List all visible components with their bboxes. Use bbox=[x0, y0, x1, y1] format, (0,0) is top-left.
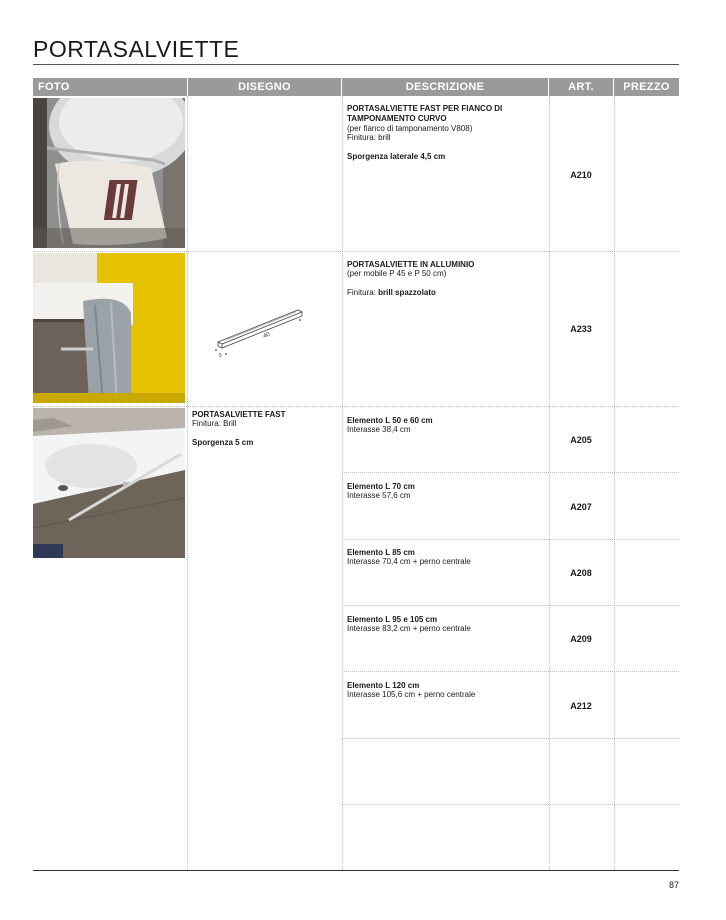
element-info: Interasse 70,4 cm + perno centrale bbox=[347, 557, 471, 566]
element-info: Interasse 38,4 cm bbox=[347, 425, 411, 434]
element-art-code: A208 bbox=[570, 568, 592, 578]
element-info: Interasse 83,2 cm + perno centrale bbox=[347, 624, 471, 633]
header-art: ART. bbox=[549, 78, 613, 96]
element-info: Interasse 105,6 cm + perno centrale bbox=[347, 690, 476, 699]
row1-desc-line1: (per fianco di tamponamento V808) bbox=[347, 124, 473, 133]
element-title: Elemento L 95 e 105 cm bbox=[347, 615, 438, 624]
row2-desc-title: PORTASALVIETTE IN ALLUMINIO bbox=[347, 260, 475, 269]
bottom-rule bbox=[33, 870, 679, 871]
header-descrizione: DESCRIZIONE bbox=[342, 78, 548, 96]
drawing-dim-depth: 5 bbox=[219, 353, 222, 359]
column-divider bbox=[614, 96, 615, 870]
product-photo-a210 bbox=[33, 98, 185, 248]
row2-finish-label: Finitura: bbox=[347, 288, 379, 297]
row1-art-code: A210 bbox=[570, 170, 592, 180]
page-title: PORTASALVIETTE bbox=[33, 36, 240, 62]
title-rule bbox=[33, 64, 679, 65]
row-divider bbox=[342, 671, 679, 672]
row1-desc-title: PORTASALVIETTE FAST PER FIANCO DI TAMPONAMENTO CURVO bbox=[347, 104, 503, 123]
element-title: Elemento L 120 cm bbox=[347, 681, 420, 690]
element-title: Elemento L 50 e 60 cm bbox=[347, 416, 433, 425]
header-prezzo: PREZZO bbox=[614, 78, 679, 96]
towel-bar-drawing bbox=[200, 290, 330, 370]
header-foto: FOTO bbox=[33, 78, 187, 96]
element-art-code: A205 bbox=[570, 435, 592, 445]
row3-dis-title: PORTASALVIETTE FAST bbox=[192, 410, 286, 419]
row-divider bbox=[342, 539, 679, 540]
column-divider bbox=[187, 96, 188, 870]
product-photo-fast bbox=[33, 408, 185, 558]
column-divider bbox=[342, 96, 343, 870]
element-art-code: A212 bbox=[570, 701, 592, 711]
row2-desc-line1: (per mobile P 45 e P 50 cm) bbox=[347, 269, 447, 278]
element-title: Elemento L 70 cm bbox=[347, 482, 415, 491]
product-photo-a233 bbox=[33, 253, 185, 403]
header-disegno: DISEGNO bbox=[188, 78, 341, 96]
drawing-dim-length: 40 bbox=[262, 331, 271, 340]
row2-finish-value: brill spazzolato bbox=[378, 288, 436, 297]
row-divider bbox=[342, 738, 679, 739]
row2-art-code: A233 bbox=[570, 324, 592, 334]
row-divider bbox=[342, 804, 679, 805]
row-divider bbox=[342, 605, 679, 606]
row3-dis-line1: Finitura: Brill bbox=[192, 419, 237, 428]
row-divider bbox=[33, 406, 679, 407]
element-title: Elemento L 85 cm bbox=[347, 548, 415, 557]
element-art-code: A207 bbox=[570, 502, 592, 512]
page-number: 87 bbox=[668, 880, 679, 890]
element-art-code: A209 bbox=[570, 634, 592, 644]
row1-desc-line2: Finitura: brill bbox=[347, 133, 391, 142]
row-divider bbox=[33, 251, 679, 252]
column-divider bbox=[549, 96, 550, 870]
row2-finish bbox=[347, 288, 542, 298]
row1-desc-bold: Sporgenza laterale 4,5 cm bbox=[347, 152, 446, 161]
row3-dis-bold: Sporgenza 5 cm bbox=[192, 438, 254, 447]
element-info: Interasse 57,6 cm bbox=[347, 491, 411, 500]
row-divider bbox=[342, 472, 679, 473]
